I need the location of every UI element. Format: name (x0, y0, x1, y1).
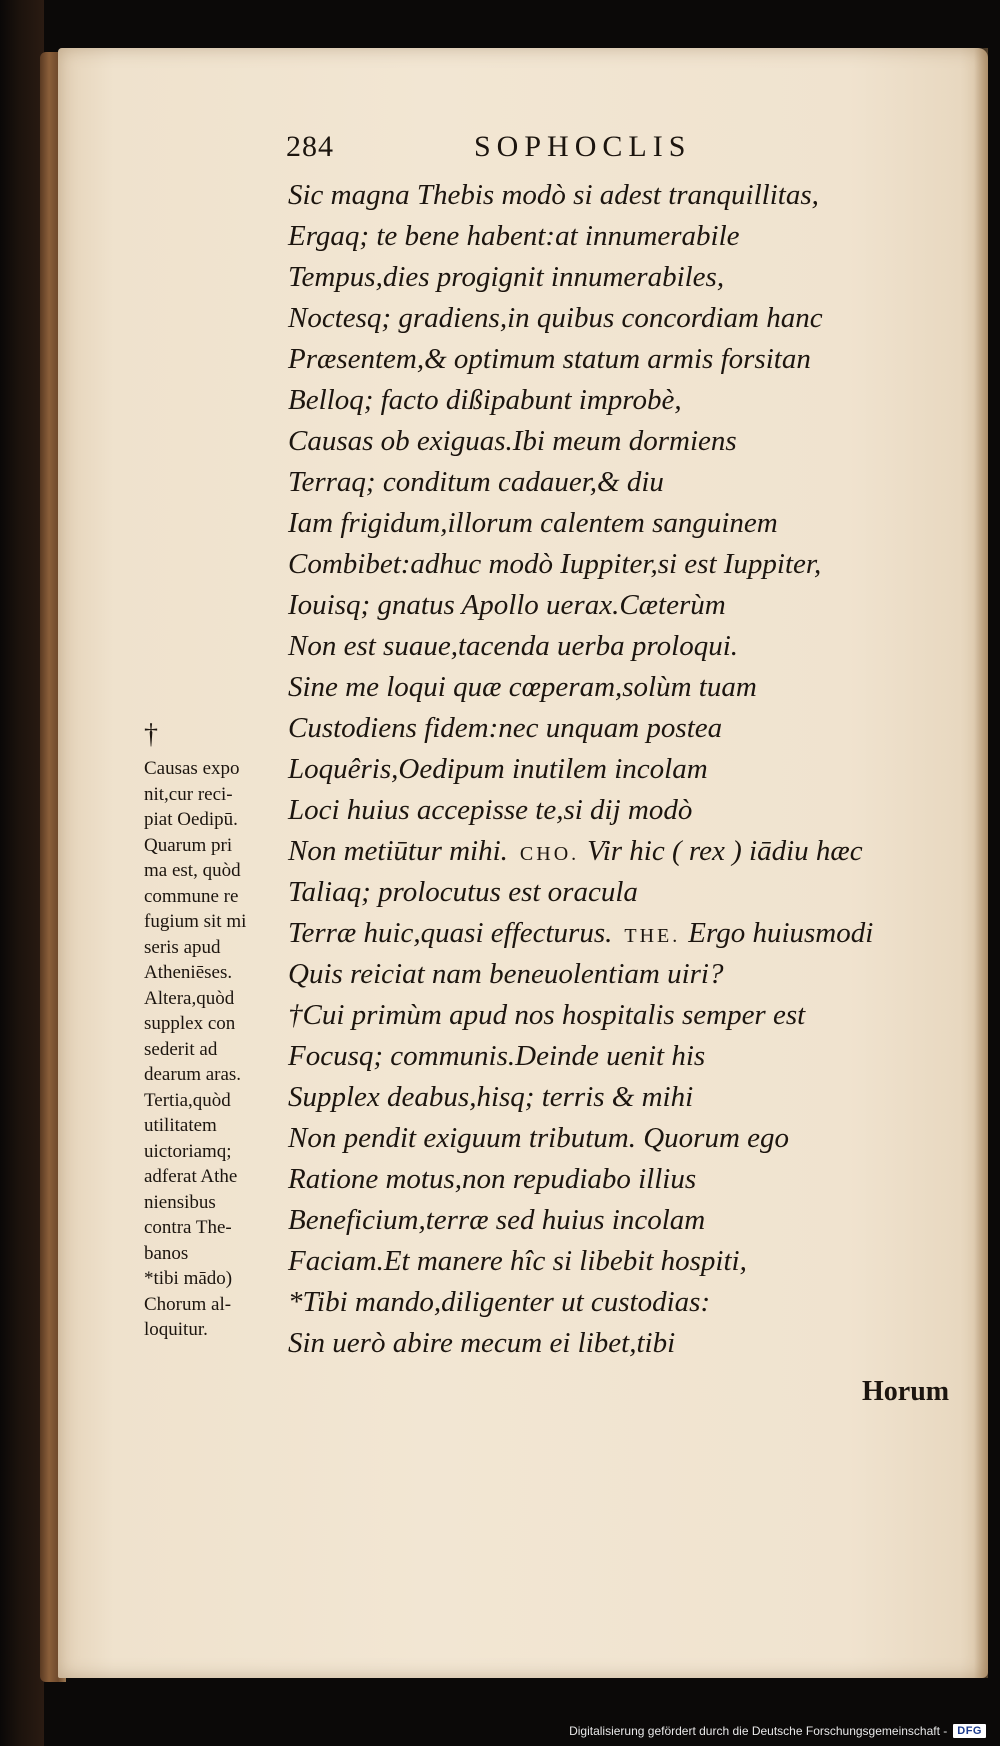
verse-line: Iam frigidum,illorum calentem sanguinem (288, 507, 778, 539)
catchword: Horum (862, 1376, 950, 1407)
verse-line: Noctesq; gradiens,in quibus concordiam hanc (288, 302, 823, 334)
verse-line: Faciam.Et manere hîc si libebit hospiti, (288, 1245, 747, 1277)
scan-bottom-strip (44, 1686, 1000, 1746)
verse-line: Non est suaue,tacenda uerba proloqui. (288, 630, 738, 662)
verse-line: Beneficium,terræ sed huius incolam (288, 1204, 706, 1236)
margin-note-line: contra The- (144, 1217, 232, 1238)
verse-line: Sic magna Thebis modò si adest tranquillitas, (288, 179, 819, 211)
margin-note-line: supplex con (144, 1013, 236, 1034)
verse-line: Supplex deabus,hisq; terris & mihi (288, 1081, 694, 1113)
verse-line: Non metiūtur mihi. CHO. Vir hic ( rex ) iādiu hæc (288, 835, 863, 867)
verse-line: Non pendit exiguum tributum. Quorum ego (288, 1122, 790, 1154)
margin-note-line: Chorum al- (144, 1293, 232, 1315)
verse-line: †Cui primùm apud nos hospitalis semper est (288, 999, 806, 1031)
speaker-label: THE. (624, 925, 681, 947)
margin-note-line: nit,cur reci- (144, 783, 233, 805)
margin-note-line: Causas expo (144, 758, 240, 779)
margin-note-line: dearum aras. (144, 1064, 242, 1085)
margin-note-line: Altera,quòd (144, 987, 235, 1009)
verse-line: Tempus,dies progignit innumerabiles, (288, 261, 725, 293)
verse-line: Belloq; facto dißipabunt improbè, (288, 384, 682, 416)
margin-note-line: fugium sit mi (144, 911, 247, 932)
margin-note-line: sederit ad (144, 1038, 218, 1060)
speaker-label: CHO. (519, 843, 580, 865)
book-spine (0, 0, 44, 1746)
margin-note-line: commune re (144, 885, 239, 907)
verse-line: Præsentem,& optimum statum armis forsitan (288, 343, 811, 375)
margin-note-line: ma est, quòd (144, 860, 241, 881)
margin-note-line: banos (144, 1242, 189, 1264)
verse-line: Terræ huic,quasi effecturus. THE. Ergo huiusmodi (288, 917, 874, 949)
dfg-logo: DFG (953, 1724, 986, 1738)
verse-line: Sine me loqui quæ cœperam,solùm tuam (288, 671, 757, 703)
margin-note-line: Tertia,quòd (144, 1089, 231, 1111)
page-edge-right (974, 48, 988, 1678)
margin-note-line: Atheniēses. (144, 962, 233, 983)
page-number: 284 (286, 130, 334, 163)
verse-line: Loci huius accepisse te,si dij modò (288, 794, 693, 826)
margin-note-line: uictoriamq; (144, 1140, 232, 1162)
margin-note-line: piat Oedipū. (144, 809, 238, 830)
verse-line: Combibet:adhuc modò Iuppiter,si est Iuppiter, (288, 548, 822, 580)
verse-line: Ergaq; te bene habent:at innumerabile (288, 220, 740, 252)
verse-line: Quis reiciat nam beneuolentiam uiri? (288, 958, 724, 990)
margin-note-line: niensibus (144, 1191, 216, 1213)
margin-note-line: adferat Athe (144, 1166, 238, 1187)
margin-note-line: *tibi mādo) (144, 1268, 233, 1289)
verse-line: Ratione motus,non repudiabo illius (288, 1163, 697, 1195)
running-head: SOPHOCLIS (474, 130, 692, 163)
verse-line: Focusq; communis.Deinde uenit his (288, 1040, 706, 1072)
verse-line: Causas ob exiguas.Ibi meum dormiens (288, 425, 737, 457)
margin-note-line: loquitur. (144, 1319, 208, 1340)
margin-note-line: Quarum pri (144, 834, 233, 856)
verse-line: Terraq; conditum cadauer,& diu (288, 466, 664, 498)
verse-line: Taliaq; prolocutus est oracula (288, 876, 638, 908)
verse-line: Custodiens fidem:nec unquam postea (288, 712, 723, 744)
page-header (286, 130, 886, 170)
verse-line: Sin uerò abire mecum ei libet,tibi (288, 1327, 676, 1359)
verse-line: Loquêris,Oedipum inutilem incolam (288, 753, 708, 785)
digitization-credit-text: Digitalisierung gefördert durch die Deutsche Forschungsgemeinschaft - (569, 1724, 948, 1738)
verse-text (288, 175, 968, 1364)
margin-note-line: seris apud (144, 936, 221, 958)
digitization-credit (569, 1724, 986, 1738)
verse-line: Iouisq; gnatus Apollo uerax.Cæterùm (288, 589, 726, 621)
margin-note (144, 756, 290, 1343)
margin-note-line: utilitatem (144, 1115, 217, 1136)
dagger-symbol: † (144, 719, 158, 750)
verse-line: *Tibi mando,diligenter ut custodias: (288, 1286, 711, 1318)
